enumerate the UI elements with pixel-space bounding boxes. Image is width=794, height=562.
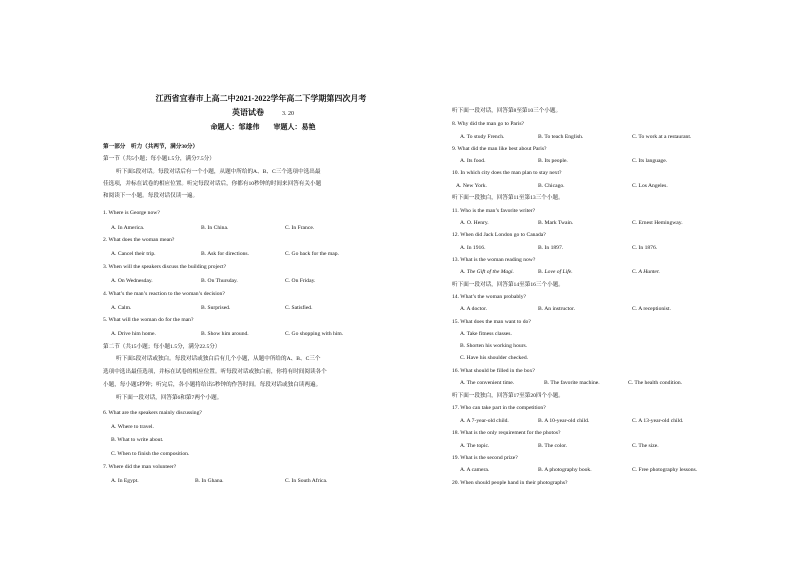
option: B. Ask for directions.	[201, 251, 250, 257]
option-letter: A.	[460, 269, 467, 275]
question-18: 18. What is the only requirement for the photos?	[452, 430, 561, 436]
option: C. In South Africa.	[285, 478, 328, 484]
exam-subtitle: 英语试卷	[232, 108, 264, 117]
option: B. In China.	[201, 225, 229, 231]
option-letter: B.	[538, 269, 545, 275]
question-11: 11. Who is the man’s favorite writer?	[452, 208, 536, 214]
question-8: 8. Why did the man go to Paris?	[452, 121, 524, 127]
option: A. The convenient time.	[460, 380, 515, 386]
option: B. Show him around.	[201, 331, 249, 337]
instruction-line: 佳选项，并标在试卷的相应位置。听完每段对话后，你都有10秒钟的时间来回答有关小题	[103, 181, 322, 187]
option: A. Drive him home.	[111, 331, 156, 337]
dialogue-heading: 听下面一段对话，回答第14至第16三个小题。	[452, 282, 564, 288]
option: B. On Thursday.	[201, 278, 238, 284]
book-title: Love of Life.	[544, 269, 573, 275]
option: C. Its language.	[632, 158, 668, 164]
question-3: 3. When will the speakers discuss the building project?	[103, 264, 227, 270]
option: B. What to write about.	[111, 437, 164, 443]
question-10: 10. In which city does the man plan to stay next?	[452, 170, 562, 176]
question-13: 13. What is the woman reading now?	[452, 257, 536, 263]
dialogue-heading: 听下面一段独白，回答第11至第13三个小题。	[452, 195, 564, 201]
question-12: 12. When did Jack London go to Canada?	[452, 232, 546, 238]
instruction-line: 听下面一段对话，回答第6和第7两个小题。	[116, 395, 223, 401]
option: C. Ernest Hemingway.	[632, 220, 683, 226]
left-column	[103, 0, 423, 562]
question-2: 2. What does the woman mean?	[103, 237, 175, 243]
option: A. A doctor.	[460, 306, 488, 312]
option: C. On Friday.	[285, 278, 316, 284]
question-9: 9. What did the man like best about Paris?	[452, 146, 547, 152]
option: A. On Wednesday.	[111, 278, 153, 284]
question-15: 15. What does the man want to do?	[452, 319, 531, 325]
option: C. Satisfied.	[285, 305, 313, 311]
question-14: 14. What’s the woman probably?	[452, 294, 526, 300]
option: B. The favorite machine.	[544, 380, 600, 386]
option: B. To teach English.	[538, 134, 584, 140]
option: B. Chicago.	[538, 183, 565, 189]
option: C. In 1876.	[632, 245, 658, 251]
exam-subtitle-row	[103, 107, 423, 118]
option: B. A 10-year-old child.	[538, 418, 590, 424]
section-heading: 第一节（共5小题；每小题1.5分，满分7.5分）	[103, 156, 215, 162]
option: B. A photography book.	[538, 467, 592, 473]
option: C. The size.	[632, 443, 659, 449]
dialogue-heading: 听下面一段对话，回答第8至第10三个小题。	[452, 108, 562, 114]
section-heading: 第二节（共15小题；每小题1.5分，满分22.5分）	[103, 344, 221, 350]
option: B. Mark Twain.	[538, 220, 574, 226]
option: C. To work at a restaurant.	[632, 134, 692, 140]
book-title: The Gift of the Magi.	[466, 269, 514, 275]
option: B. Shorten his working hours.	[460, 343, 528, 349]
question-16: 16. What should be filled in the box?	[452, 368, 535, 374]
option: B. In 1897.	[538, 245, 564, 251]
right-column	[452, 0, 782, 562]
option: C. Los Angeles.	[632, 183, 668, 189]
book-title: A Hunter.	[638, 269, 660, 275]
exam-date: 3. 20	[282, 111, 294, 117]
option: A. Calm.	[111, 305, 132, 311]
question-7: 7. Where did the man volunteer?	[103, 464, 177, 470]
question-20: 20. When should people hand in their photographs?	[452, 480, 568, 486]
part-heading: 第一部分 听力（共两节，满分30分）	[103, 144, 199, 150]
option: C. A 13-year-old child.	[632, 418, 684, 424]
option: C. Free photography lessons.	[632, 467, 698, 473]
option: B. The color.	[538, 443, 568, 449]
option: C. Have his shoulder checked.	[460, 355, 529, 361]
instruction-line: 选项中选出最佳选项，并标在试卷的相应位置。听每段对话或独白前，你将有时间阅读各个	[103, 369, 327, 375]
option: B. An instructor.	[538, 306, 575, 312]
dialogue-heading: 听下面一段独白，回答第17至第20四个小题。	[452, 393, 564, 399]
option: A. O. Henry.	[460, 220, 489, 226]
option: A. In Egypt.	[111, 478, 139, 484]
option: A. Where to travel.	[111, 424, 154, 430]
instruction-line: 听下面5段对话或独白。每段对话或独白后有几个小题，从题中所给的A、B、C三个	[116, 356, 321, 362]
option	[460, 269, 514, 276]
question-4: 4. What’s the man’s reaction to the woman’s decision?	[103, 291, 225, 297]
option	[632, 269, 660, 276]
option: A. Take fitness classes.	[460, 331, 512, 337]
instruction-line: 听下面5段对话。每段对话后有一个小题，从题中所给的A、B、C三个选项中选出最	[116, 169, 321, 175]
option	[538, 269, 573, 276]
option: C. Go back for the map.	[285, 251, 339, 257]
option: A. A camera.	[460, 467, 490, 473]
option-letter: C.	[632, 269, 639, 275]
option: C. The health condition.	[628, 380, 683, 386]
option: A. In 1916.	[460, 245, 486, 251]
question-5: 5. What will the woman do for the man?	[103, 317, 194, 323]
option: A. New York.	[456, 183, 487, 189]
option: A. The topic.	[460, 443, 490, 449]
instruction-line: 和阅读下一小题。每段对话仅读一遍。	[103, 193, 199, 199]
option: A. Its food.	[460, 158, 486, 164]
option: B. Its people.	[538, 158, 568, 164]
question-19: 19. What is the second prize?	[452, 455, 518, 461]
option: A. Cancel their trip.	[111, 251, 156, 257]
exam-title: 江西省宜春市上高二中2021-2022学年高二下学期第四次月考	[155, 94, 367, 103]
question-1: 1. Where is George now?	[103, 210, 160, 216]
option: C. In France.	[285, 225, 315, 231]
question-6: 6. What are the speakers mainly discussing?	[103, 410, 202, 416]
option: A. In America.	[111, 225, 145, 231]
option: B. Surprised.	[201, 305, 231, 311]
instruction-line: 小题，每小题5秒钟；听完后，各小题将给出5秒钟的作答时间。每段对话或独白读两遍。	[103, 382, 322, 388]
option: C. When to finish the composition.	[111, 451, 190, 457]
option: B. In Ghana.	[195, 478, 224, 484]
option: C. A receptionist.	[632, 306, 671, 312]
option: C. Go shopping with him.	[285, 331, 344, 337]
question-17: 17. Who can take part in the competition?	[452, 405, 546, 411]
option: A. To study French.	[460, 134, 505, 140]
exam-authors: 命题人：邹雄伟 审题人：易艳	[210, 123, 316, 131]
option: A. A 7-year-old child.	[460, 418, 509, 424]
